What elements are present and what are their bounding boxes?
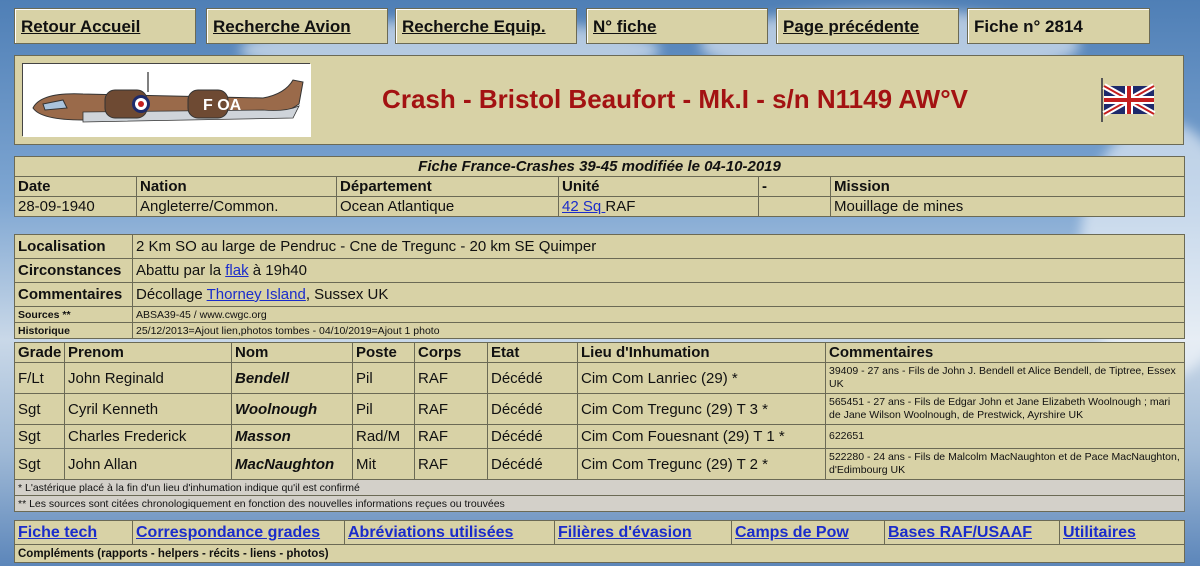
page-title: Crash - Bristol Beaufort - Mk.I - s/n N1149 AW°V: [382, 84, 968, 114]
footer-links-table: [14, 520, 1185, 563]
sources-label: Sources **: [15, 307, 133, 323]
crew-header-nom: Nom: [232, 343, 353, 363]
footer-cell: [885, 521, 1060, 545]
camps-pow-link[interactable]: Camps de Pow: [735, 523, 849, 541]
crew-nom: Masson: [232, 425, 353, 449]
localisation-value: 2 Km SO au large de Pendruc - Cne de Tregunc - 20 km SE Quimper: [133, 235, 1185, 259]
crew-grade: Sgt: [15, 425, 65, 449]
top-navigation: [14, 8, 1190, 45]
crew-header-commentaires: Commentaires: [826, 343, 1185, 363]
value-dash: [759, 197, 831, 217]
sources-value: ABSA39-45 / www.cwgc.org: [133, 307, 1185, 323]
footer-cell: [732, 521, 885, 545]
bristol-beaufort-icon: [23, 64, 311, 137]
nav-fiche-number-button[interactable]: [586, 8, 768, 44]
crew-lieu: Cim Com Tregunc (29) T 3 *: [578, 394, 826, 425]
utilitaires-link[interactable]: Utilitaires: [1063, 523, 1136, 541]
historique-label: Historique: [15, 323, 133, 339]
header-departement: Département: [337, 177, 559, 197]
commentaires-value: [133, 283, 1185, 307]
asterisk-note: * L'astérique placé à la fin d'un lieu d'inhumation indique qu'il est confirmé: [15, 480, 1185, 496]
crew-etat: Décédé: [488, 363, 578, 394]
nav-home-button[interactable]: [14, 8, 196, 44]
comm-pre: Décollage: [136, 286, 207, 303]
crew-grade: Sgt: [15, 394, 65, 425]
value-nation: Angleterre/Common.: [137, 197, 337, 217]
thorney-island-link[interactable]: Thorney Island: [206, 286, 306, 303]
crew-nom: Bendell: [232, 363, 353, 394]
details-table: [14, 234, 1185, 339]
summary-table: [14, 156, 1185, 217]
crew-etat: Décédé: [488, 425, 578, 449]
nav-home-link[interactable]: Retour Accueil: [21, 17, 141, 36]
table-row: [15, 425, 1185, 449]
crew-prenom: John Reginald: [65, 363, 232, 394]
table-row: [15, 394, 1185, 425]
commentaires-label: Commentaires: [15, 283, 133, 307]
table-row: [15, 449, 1185, 480]
header-unite: Unité: [559, 177, 759, 197]
footer-cell: [345, 521, 555, 545]
nav-search-crew-link[interactable]: Recherche Equip.: [402, 17, 546, 36]
crew-header-lieu: Lieu d'Inhumation: [578, 343, 826, 363]
crew-corps: RAF: [415, 363, 488, 394]
crew-header-prenom: Prenom: [65, 343, 232, 363]
value-departement: Ocean Atlantique: [337, 197, 559, 217]
fiche-number-text: Fiche n° 2814: [974, 17, 1083, 36]
circ-pre: Abattu par la: [136, 262, 226, 279]
crew-header-corps: Corps: [415, 343, 488, 363]
circ-post: à 19h40: [248, 262, 307, 279]
fiche-tech-link[interactable]: Fiche tech: [18, 523, 98, 541]
crew-commentaire: 565451 - 27 ans - Fils de Edgar John et Jane Elizabeth Woolnough ; mari de Jane Wilson Woolnough, de Prestwick, Ayrshire UK: [826, 394, 1185, 425]
nav-search-plane-button[interactable]: [206, 8, 388, 44]
sources-note: ** Les sources sont citées chronologiquement en fonction des nouvelles informations reçues ou trouvées: [15, 496, 1185, 512]
crew-prenom: Cyril Kenneth: [65, 394, 232, 425]
footer-cell: [1060, 521, 1185, 545]
value-unite: [559, 197, 759, 217]
fiche-number-label: [967, 8, 1150, 44]
circonstances-value: [133, 259, 1185, 283]
crew-corps: RAF: [415, 394, 488, 425]
value-date: 28-09-1940: [15, 197, 137, 217]
crew-grade: Sgt: [15, 449, 65, 480]
nav-fiche-number-link[interactable]: N° fiche: [593, 17, 657, 36]
nav-previous-page-button[interactable]: [776, 8, 959, 44]
header-mission: Mission: [831, 177, 1185, 197]
crew-lieu: Cim Com Fouesnant (29) T 1 *: [578, 425, 826, 449]
crew-header-poste: Poste: [353, 343, 415, 363]
crew-corps: RAF: [415, 449, 488, 480]
footer-cell: [15, 521, 133, 545]
crew-table: [14, 342, 1185, 512]
footer-cell: [133, 521, 345, 545]
nav-previous-page-link[interactable]: Page précédente: [783, 17, 920, 36]
crew-etat: Décédé: [488, 394, 578, 425]
nav-search-crew-button[interactable]: [395, 8, 577, 44]
crew-corps: RAF: [415, 425, 488, 449]
unit-suffix: RAF: [605, 198, 636, 215]
circonstances-label: Circonstances: [15, 259, 133, 283]
abreviations-link[interactable]: Abréviations utilisées: [348, 523, 514, 541]
nav-search-plane-link[interactable]: Recherche Avion: [213, 17, 351, 36]
crew-poste: Rad/M: [353, 425, 415, 449]
crew-prenom: John Allan: [65, 449, 232, 480]
table-row: [15, 363, 1185, 394]
complements-label: Compléments (rapports - helpers - récits - liens - photos): [15, 545, 1185, 563]
bases-raf-usaaf-link[interactable]: Bases RAF/USAAF: [888, 523, 1033, 541]
crew-header-grade: Grade: [15, 343, 65, 363]
header-dash: -: [759, 177, 831, 197]
crew-etat: Décédé: [488, 449, 578, 480]
crew-lieu: Cim Com Lanriec (29) *: [578, 363, 826, 394]
correspondance-grades-link[interactable]: Correspondance grades: [136, 523, 321, 541]
localisation-label: Localisation: [15, 235, 133, 259]
flak-link[interactable]: flak: [225, 262, 249, 279]
crew-lieu: Cim Com Tregunc (29) T 2 *: [578, 449, 826, 480]
header-nation: Nation: [137, 177, 337, 197]
crew-poste: Pil: [353, 394, 415, 425]
crew-prenom: Charles Frederick: [65, 425, 232, 449]
header-date: Date: [15, 177, 137, 197]
fiche-modified-caption: Fiche France-Crashes 39-45 modifiée le 04-10-2019: [15, 157, 1185, 177]
page-header: [14, 55, 1184, 145]
footer-cell: [555, 521, 732, 545]
crew-commentaire: 39409 - 27 ans - Fils de John J. Bendell et Alice Bendell, de Tiptree, Essex UK: [826, 363, 1185, 394]
crew-poste: Pil: [353, 363, 415, 394]
aircraft-code-text: F OA: [203, 97, 242, 114]
crew-grade: F/Lt: [15, 363, 65, 394]
crew-poste: Mit: [353, 449, 415, 480]
filieres-evasion-link[interactable]: Filières d'évasion: [558, 523, 692, 541]
value-mission: Mouillage de mines: [831, 197, 1185, 217]
crew-header-etat: Etat: [488, 343, 578, 363]
crew-commentaire: 522280 - 24 ans - Fils de Malcolm MacNaughton et de Pace MacNaughton, d'Edimbourg UK: [826, 449, 1185, 480]
historique-value: 25/12/2013=Ajout lien,photos tombes - 04/10/2019=Ajout 1 photo: [133, 323, 1185, 339]
comm-post: , Sussex UK: [305, 286, 389, 303]
union-jack-flag-icon: [1100, 78, 1156, 122]
crew-commentaire: 622651: [826, 425, 1185, 449]
crew-nom: Woolnough: [232, 394, 353, 425]
aircraft-illustration: [22, 63, 310, 136]
unit-link[interactable]: 42 Sq: [562, 198, 606, 215]
crew-nom: MacNaughton: [232, 449, 353, 480]
